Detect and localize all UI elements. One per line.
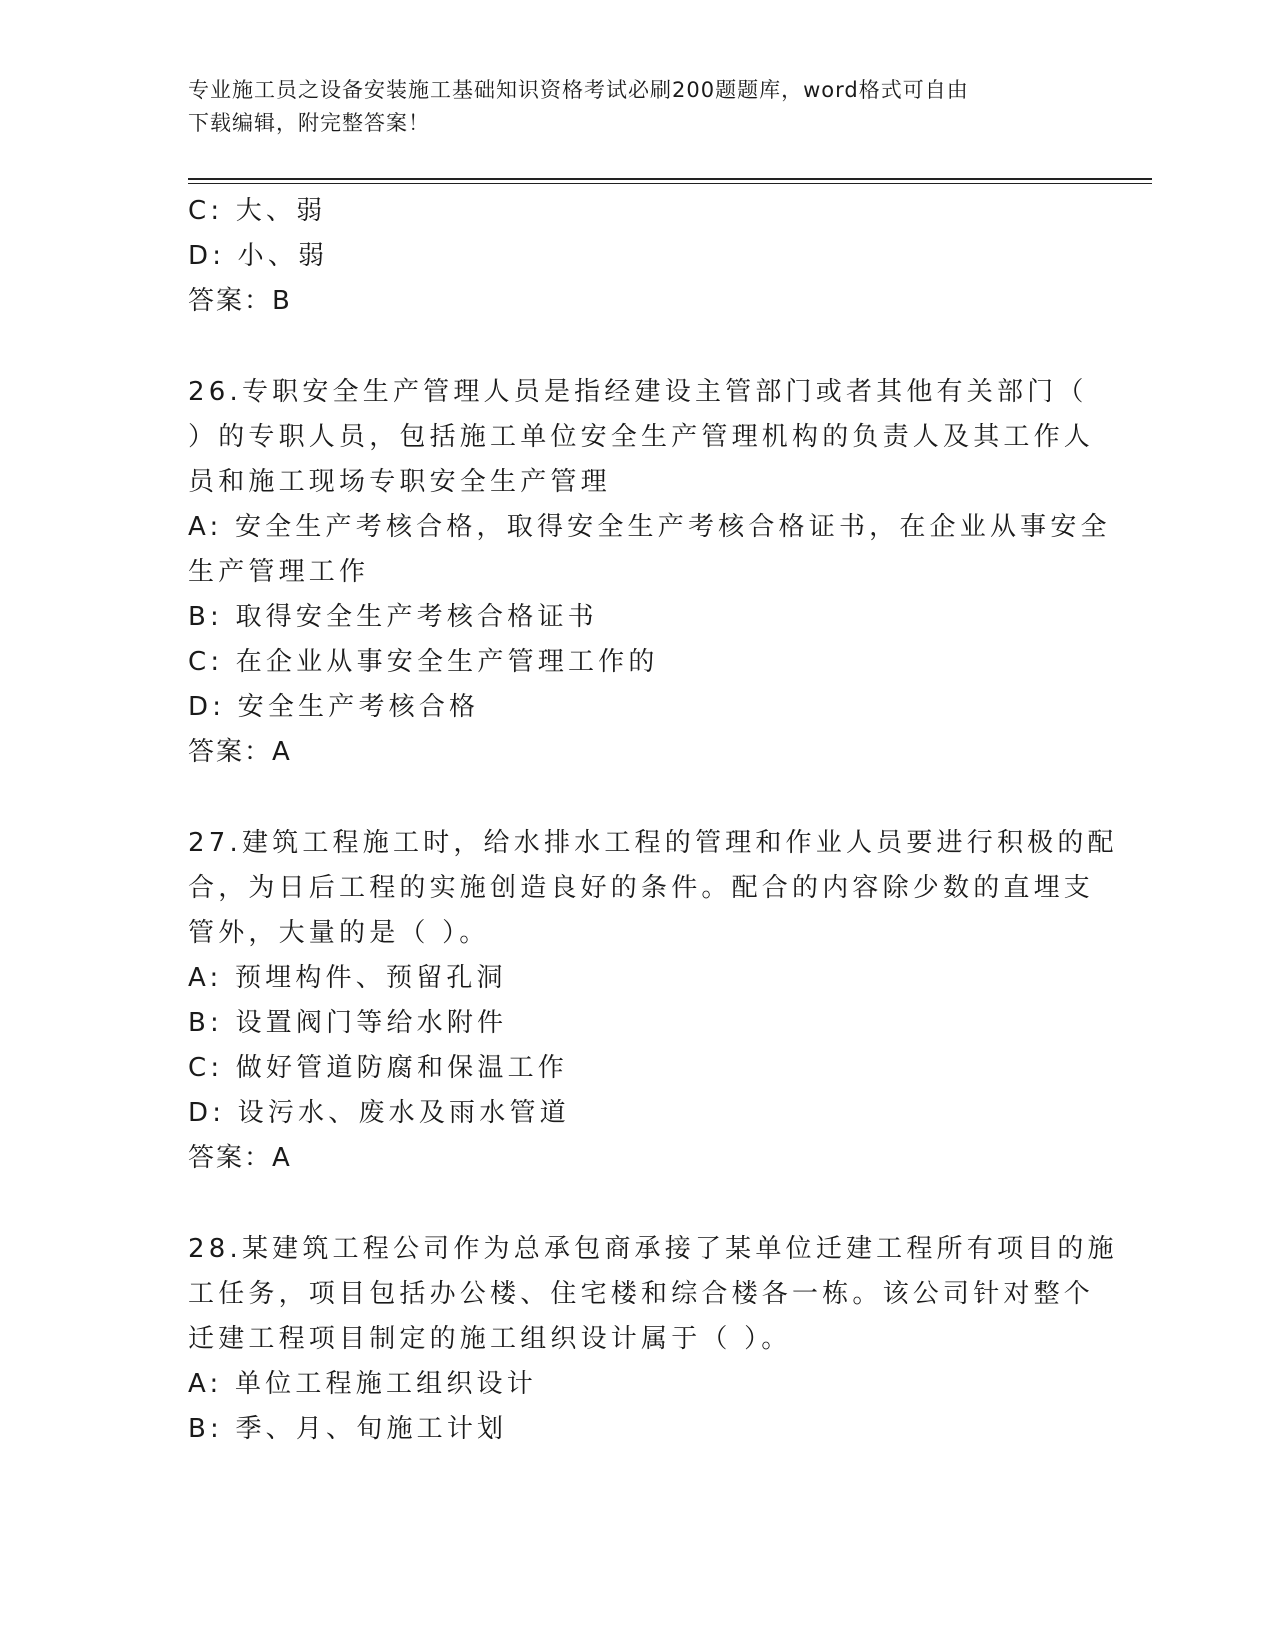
question-list — [188, 189, 1118, 1452]
q27-stem-line-3: 管外，大量的是（ ）。 — [188, 918, 490, 948]
spacer — [188, 324, 1088, 370]
document-header — [188, 74, 1068, 140]
question-28 — [188, 1227, 1118, 1452]
q25-answer: 答案：B — [188, 286, 292, 316]
header-title-line-2: 下载编辑，附完整答案！ — [188, 111, 430, 135]
q28-option-a: A: 单位工程施工组织设计 — [188, 1369, 537, 1399]
q27-option-b: B: 设置阀门等给水附件 — [188, 1008, 508, 1038]
q26-stem-line-3: 员和施工现场专职安全生产管理 — [188, 467, 611, 497]
question-26 — [188, 370, 1111, 775]
q27-stem-line-1: 27.建筑工程施工时，给水排水工程的管理和作业人员要进行积极的配 — [188, 828, 1118, 858]
header-title-line-1: 专业施工员之设备安装施工基础知识资格考试必刷200题题库，word格式可自由 — [188, 78, 969, 102]
q25-option-d: D: 小、弱 — [188, 241, 329, 271]
q28-stem-line-3: 迁建工程项目制定的施工组织设计属于（ ）。 — [188, 1324, 792, 1354]
q26-option-b: B: 取得安全生产考核合格证书 — [188, 602, 598, 632]
q27-answer: 答案：A — [188, 1143, 292, 1173]
question-27 — [188, 821, 1118, 1181]
q26-option-c: C: 在企业从事安全生产管理工作的 — [188, 647, 659, 677]
q26-option-a-line-2: 生产管理工作 — [188, 557, 370, 587]
q25-option-c: C: 大、弱 — [188, 196, 327, 226]
q28-option-b: B: 季、月、旬施工计划 — [188, 1414, 508, 1444]
q27-stem-line-2: 合，为日后工程的实施创造良好的条件。配合的内容除少数的直埋支 — [188, 873, 1095, 903]
spacer — [188, 1181, 1088, 1227]
q26-answer: 答案：A — [188, 737, 292, 767]
q27-option-c: C: 做好管道防腐和保温工作 — [188, 1053, 568, 1083]
q26-option-a-line-1: A: 安全生产考核合格，取得安全生产考核合格证书，在企业从事安全 — [188, 512, 1111, 542]
question-25-tail — [188, 189, 1088, 324]
q28-stem-line-2: 工任务，项目包括办公楼、住宅楼和综合楼各一栋。该公司针对整个 — [188, 1279, 1095, 1309]
q27-option-a: A: 预埋构件、预留孔洞 — [188, 963, 507, 993]
spacer — [188, 775, 1088, 821]
q28-stem-line-1: 28.某建筑工程公司作为总承包商承接了某单位迁建工程所有项目的施 — [188, 1234, 1118, 1264]
header-divider-thin — [188, 183, 1152, 184]
header-divider-thick — [188, 178, 1152, 180]
q27-option-d: D: 设污水、废水及雨水管道 — [188, 1098, 570, 1128]
q26-stem-line-2: ）的专职人员，包括施工单位安全生产管理机构的负责人及其工作人 — [188, 422, 1095, 452]
q26-option-d: D: 安全生产考核合格 — [188, 692, 480, 722]
q26-stem-line-1: 26.专职安全生产管理人员是指经建设主管部门或者其他有关部门（ — [188, 377, 1088, 407]
